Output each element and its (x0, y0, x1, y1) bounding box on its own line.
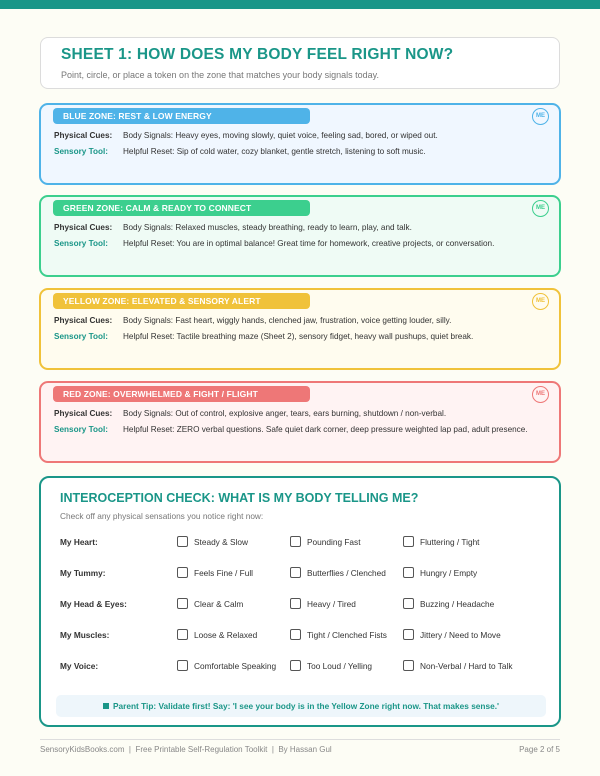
me-badge-yellow[interactable]: ME (532, 293, 549, 310)
option-label: Heavy / Tired (307, 598, 356, 609)
check-row-head-eyes (60, 598, 550, 612)
physical-cues-text: Body Signals: Fast heart, wiggly hands, clenched jaw, frustration, voice getting louder, silly. (123, 316, 452, 325)
sensory-tool-text: Helpful Reset: You are in optimal balance! Great time for homework, creative projects, or conversation. (123, 239, 495, 248)
option-label: Loose & Relaxed (194, 629, 258, 640)
zone-card-blue[interactable] (39, 103, 561, 185)
checkbox-option[interactable] (290, 660, 372, 671)
option-label: Clear & Calm (194, 598, 244, 609)
sensory-tool-row (54, 239, 494, 248)
checkbox-option[interactable] (403, 536, 480, 547)
me-badge-blue[interactable]: ME (532, 108, 549, 125)
zone-card-green[interactable] (39, 195, 561, 277)
option-label: Comfortable Speaking (194, 660, 277, 671)
checkbox-option[interactable] (290, 598, 356, 609)
zone-card-red[interactable] (39, 381, 561, 463)
checkbox-option[interactable] (177, 598, 243, 609)
checkbox[interactable] (290, 567, 301, 578)
option-label: Too Loud / Yelling (307, 660, 373, 671)
square-bullet-icon (103, 703, 109, 709)
sensory-tool-label: Sensory Tool: (54, 425, 108, 434)
footer-credits: SensoryKidsBooks.com | Free Printable Self-Regulation Toolkit | By Hassan Gul (40, 745, 332, 754)
sensory-tool-row (54, 425, 528, 434)
option-label: Butterflies / Clenched (307, 567, 386, 578)
checkbox-option[interactable] (290, 629, 387, 640)
top-accent-bar (0, 0, 600, 9)
zone-title-blue: BLUE ZONE: REST & LOW ENERGY (53, 108, 310, 124)
parent-tip (56, 695, 546, 717)
sensory-tool-text: Helpful Reset: Tactile breathing maze (Sheet 2), sensory fidget, heavy wall pushups, quiet break. (123, 332, 474, 341)
interoception-subtitle: Check off any physical sensations you notice right now: (60, 511, 264, 521)
sensory-tool-row (54, 332, 473, 341)
sensory-tool-text: Helpful Reset: ZERO verbal questions. Safe quiet dark corner, deep pressure weighted lap pad, adult presence. (123, 425, 528, 434)
check-row-heart (60, 536, 550, 550)
checkbox[interactable] (290, 536, 301, 547)
sensory-tool-label: Sensory Tool: (54, 147, 108, 156)
checkbox[interactable] (177, 567, 188, 578)
checkbox-option[interactable] (403, 567, 477, 578)
option-label: Steady & Slow (194, 536, 248, 547)
physical-cues-text: Body Signals: Out of control, explosive anger, tears, ears burning, shutdown / non-verbal. (123, 409, 447, 418)
zone-title-yellow: YELLOW ZONE: ELEVATED & SENSORY ALERT (53, 293, 310, 309)
physical-cues-text: Body Signals: Heavy eyes, moving slowly, quiet voice, feeling sad, bored, or wiped out. (123, 131, 438, 140)
footer-divider (40, 739, 560, 740)
zone-title-red: RED ZONE: OVERWHELMED & FIGHT / FLIGHT (53, 386, 310, 402)
me-badge-green[interactable]: ME (532, 200, 549, 217)
checkbox-option[interactable] (290, 536, 361, 547)
physical-cues-row (54, 223, 412, 232)
row-label: My Tummy: (60, 568, 106, 578)
checkbox[interactable] (177, 629, 188, 640)
checkbox-option[interactable] (290, 567, 386, 578)
checkbox[interactable] (177, 598, 188, 609)
checkbox[interactable] (403, 629, 414, 640)
checkbox-option[interactable] (177, 567, 253, 578)
sensory-tool-label: Sensory Tool: (54, 239, 108, 248)
physical-cues-row (54, 131, 438, 140)
option-label: Non-Verbal / Hard to Talk (420, 660, 513, 671)
option-label: Buzzing / Headache (420, 598, 495, 609)
checkbox-option[interactable] (177, 536, 248, 547)
option-label: Tight / Clenched Fists (307, 629, 387, 640)
checkbox[interactable] (403, 536, 414, 547)
physical-cues-label: Physical Cues: (54, 223, 113, 232)
checkbox[interactable] (403, 660, 414, 671)
option-label: Feels Fine / Full (194, 567, 254, 578)
zone-card-yellow[interactable] (39, 288, 561, 370)
physical-cues-row (54, 409, 446, 418)
checkbox-option[interactable] (403, 629, 501, 640)
checkbox[interactable] (290, 629, 301, 640)
physical-cues-label: Physical Cues: (54, 316, 113, 325)
sensory-tool-text: Helpful Reset: Sip of cold water, cozy blanket, gentle stretch, listening to soft music. (123, 147, 426, 156)
checkbox-option[interactable] (403, 598, 494, 609)
checkbox[interactable] (403, 567, 414, 578)
parent-tip-text: Parent Tip: Validate first! Say: 'I see your body is in the Yellow Zone right now. That makes sense.' (112, 701, 499, 711)
interoception-check-card (39, 476, 561, 727)
checkbox-option[interactable] (403, 660, 513, 671)
option-label: Pounding Fast (307, 536, 361, 547)
sheet-header (40, 37, 560, 89)
option-label: Hungry / Empty (420, 567, 478, 578)
me-badge-red[interactable]: ME (532, 386, 549, 403)
physical-cues-label: Physical Cues: (54, 131, 113, 140)
checkbox-option[interactable] (177, 629, 257, 640)
checkbox[interactable] (290, 598, 301, 609)
checkbox[interactable] (403, 598, 414, 609)
zone-title-green: GREEN ZONE: CALM & READY TO CONNECT (53, 200, 310, 216)
sensory-tool-label: Sensory Tool: (54, 332, 108, 341)
page-number: Page 2 of 5 (519, 745, 560, 754)
page-subtitle: Point, circle, or place a token on the zone that matches your body signals today. (61, 70, 380, 80)
checkbox[interactable] (290, 660, 301, 671)
check-row-voice (60, 660, 550, 674)
checkbox[interactable] (177, 660, 188, 671)
check-row-muscles (60, 629, 550, 643)
row-label: My Heart: (60, 537, 98, 547)
sensory-tool-row (54, 147, 426, 156)
checkbox-option[interactable] (177, 660, 276, 671)
check-row-tummy (60, 567, 550, 581)
checkbox[interactable] (177, 536, 188, 547)
page-title: SHEET 1: HOW DOES MY BODY FEEL RIGHT NOW? (61, 46, 454, 63)
row-label: My Head & Eyes: (60, 599, 127, 609)
row-label: My Muscles: (60, 630, 110, 640)
option-label: Fluttering / Tight (420, 536, 480, 547)
physical-cues-row (54, 316, 451, 325)
row-label: My Voice: (60, 661, 99, 671)
option-label: Jittery / Need to Move (420, 629, 501, 640)
interoception-title: INTEROCEPTION CHECK: WHAT IS MY BODY TELLING ME? (60, 491, 419, 505)
physical-cues-text: Body Signals: Relaxed muscles, steady breathing, ready to learn, play, and talk. (123, 223, 412, 232)
physical-cues-label: Physical Cues: (54, 409, 113, 418)
